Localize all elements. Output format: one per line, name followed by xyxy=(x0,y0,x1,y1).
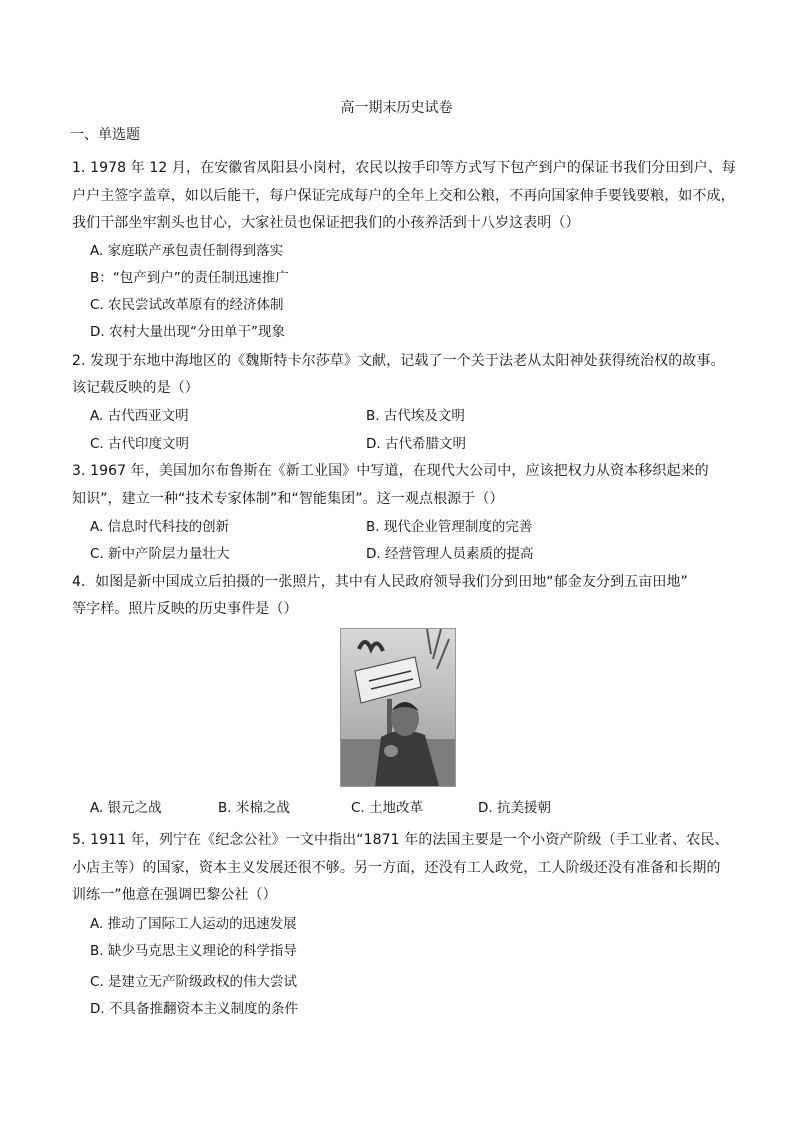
q1-option-b: B：“包产到户”的责任制迅速推广 xyxy=(90,270,289,286)
q2-option-b: B. 古代埃及文明 xyxy=(366,408,465,424)
q2-option-a: A. 古代西亚文明 xyxy=(90,408,189,424)
q3-line-2: 知识”，建立一种“技术专家体制”和“智能集团”。这一观点根源于（） xyxy=(72,491,504,507)
q4-line-2: 等字样。照片反映的历史事件是（） xyxy=(72,601,298,617)
q3-option-c: C. 新中产阶层力量壮大 xyxy=(90,546,230,562)
q2-option-c: C. 古代印度文明 xyxy=(90,436,190,452)
q4-option-d: D. 抗美援朝 xyxy=(478,800,551,816)
q1-line-2: 户户主签字盖章，如以后能干，每户保证完成每户的全年上交和公粮，不再向国家伸手要钱要粮，如不成， xyxy=(72,188,735,204)
q3-option-d: D. 经营管理人员素质的提高 xyxy=(366,546,534,562)
q5-option-d: D. 不具备推翻资本主义制度的条件 xyxy=(90,1001,298,1017)
q4-option-c: C. 土地改革 xyxy=(351,800,424,816)
land-reform-photo xyxy=(340,628,456,787)
q5-line-2: 小店主等）的国家，资本主义发展还很不够。另一方面，还没有工人政党，工人阶级还没有准备和长期的 xyxy=(72,860,721,876)
q2-line-1: 2. 发现于东地中海地区的《魏斯特卡尔莎草》文献，记载了一个关于法老从太阳神处获得统治权的故事。 xyxy=(72,353,725,369)
q2-line-2: 该记载反映的是（） xyxy=(72,380,199,396)
q5-line-1: 5. 1911 年，列宁在《纪念公社》一文中指出“1871 年的法国主要是一个小资产阶级（手工业者、农民、 xyxy=(72,832,729,848)
section-heading: 一、单选题 xyxy=(70,127,140,143)
q5-line-3: 训练一”他意在强调巴黎公社（） xyxy=(72,887,277,903)
q1-option-c: C. 农民尝试改革原有的经济体制 xyxy=(90,297,284,313)
q4-line-1: 4．如图是新中国成立后拍摄的一张照片，其中有人民政府领导我们分到田地“郁金友分到五亩田地” xyxy=(72,574,688,590)
q5-option-a: A. 推动了国际工人运动的迅速发展 xyxy=(90,916,297,932)
q5-option-b: B. 缺少马克思主义理论的科学指导 xyxy=(90,943,297,959)
q5-option-c: C. 是建立无产阶级政权的伟大尝试 xyxy=(90,974,298,990)
q1-line-1: 1. 1978 年 12 月，在安徽省凤阳县小岗村，农民以按手印等方式写下包产到户的保证书我们分田到户、每 xyxy=(72,160,736,176)
page-title: 高一期末历史试卷 xyxy=(340,100,453,116)
q2-option-d: D. 古代希腊文明 xyxy=(366,436,466,452)
q1-option-d: D. 农村大量出现“分田单干”现象 xyxy=(90,324,285,340)
q1-line-3: 我们干部坐牢割头也甘心，大家社员也保证把我们的小孩养活到十八岁这表明（） xyxy=(72,215,580,231)
q3-option-a: A. 信息时代科技的创新 xyxy=(90,519,230,535)
q1-option-a: A. 家庭联产承包责任制得到落实 xyxy=(90,243,284,259)
q3-option-b: B. 现代企业管理制度的完善 xyxy=(366,519,533,535)
q3-line-1: 3. 1967 年，美国加尔布鲁斯在《新工业国》中写道，在现代大公司中，应该把权力从资本移织起来的 xyxy=(72,463,709,479)
q4-option-b: B. 米棉之战 xyxy=(218,800,290,816)
q4-option-a: A. 银元之战 xyxy=(90,800,162,816)
